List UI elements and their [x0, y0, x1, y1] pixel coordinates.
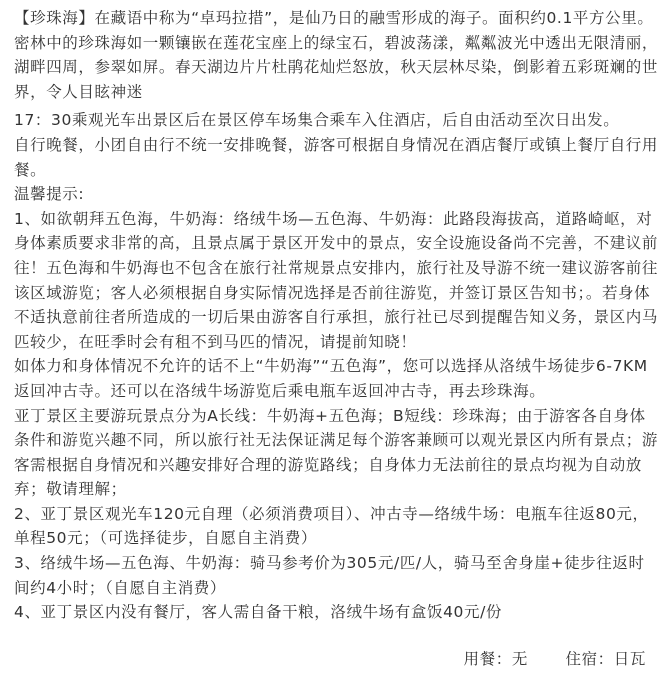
schedule-line-2: 自行晚餐，小团自由行不统一安排晚餐，游客可根据自身情况在酒店餐厅或镇上餐厅自行用餐。 — [14, 135, 659, 179]
tip-item-routes: 亚丁景区主要游玩景点分为A长线：牛奶海+五色海；B短线：珍珠海；由于游客各自身体条件和游览兴趣不同，所以旅行社无法保证满足每个游客兼顾可以观光景区内所有景点；游客需根据自身情况和兴趣安排好合理的游览路线；自身体力无法前往的景点均视为自动放弃；敬请理解； — [14, 406, 659, 499]
tip-item-1: 1、如欲朝拜五色海，牛奶海：络绒牛场—五色海、牛奶海：此路段海拔高，道路崎岖，对身体素质要求非常的高，且景点属于景区开发中的景点，安全设施设备尚不完善，不建议前往！五色海和牛奶海也不包含在旅行社常规景点安排内，旅行社及导游不统一建议游客前往该区域游览；客人必须根据自身实际情况选择是否前往游览，并签订景区告知书；。若身体不适执意前往者所造成的一切后果由游客自行承担，旅行社已尽到提醒告知义务，景区内马匹较少，在旺季时会有租不到马匹的情况，请提前知晓！ — [14, 209, 659, 351]
tip-item-alternative: 如体力和身体情况不允许的话不上“牛奶海”“五色海”，您可以选择从洛绒牛场徒步6-7KM返回冲古寺。还可以在洛绒牛场游览后乘电瓶车返回冲古寺，再去珍珠海。 — [14, 357, 648, 400]
pearl-lake-intro: 【珍珠海】在藏语中称为“卓玛拉措”，是仙乃日的融雪形成的海子。面积约0.1平方公里。密林中的珍珠海如一颗镶嵌在莲花宝座上的绿宝石，碧波荡漾，粼粼波光中透出无限清丽，湖畔四周，参翠如屏。春天湖边片片杜鹃花灿烂怒放，秋天层林尽染，倒影着五彩斑斓的世界，令人目眩神迷 — [14, 9, 659, 101]
meals-info: 用餐：无 — [463, 650, 528, 668]
accommodation-info: 住宿：日瓦 — [565, 650, 646, 668]
footer-meal-lodging — [432, 648, 646, 670]
tip-item-2: 2、亚丁景区观光车120元自理（必须消费项目）、冲古寺—络绒牛场：电瓶车往返80元，单程50元；（可选择徒步，自愿自主消费） — [14, 504, 649, 548]
tips-heading: 温馨提示: — [14, 185, 85, 204]
tip-item-3: 3、络绒牛场—五色海、牛奶海：骑马参考价为305元/匹/人，骑马至舍身崖+徒步往返时间约4小时；（自愿自主消费） — [14, 554, 645, 597]
tip-item-4: 4、亚丁景区内没有餐厅，客人需自备干粮，洛绒牛场有盒饭40元/份 — [14, 603, 503, 622]
schedule-line-1: 17：30乘观光车出景区后在景区停车场集合乘车入住酒店，后自由活动至次日出发。 — [14, 111, 620, 130]
